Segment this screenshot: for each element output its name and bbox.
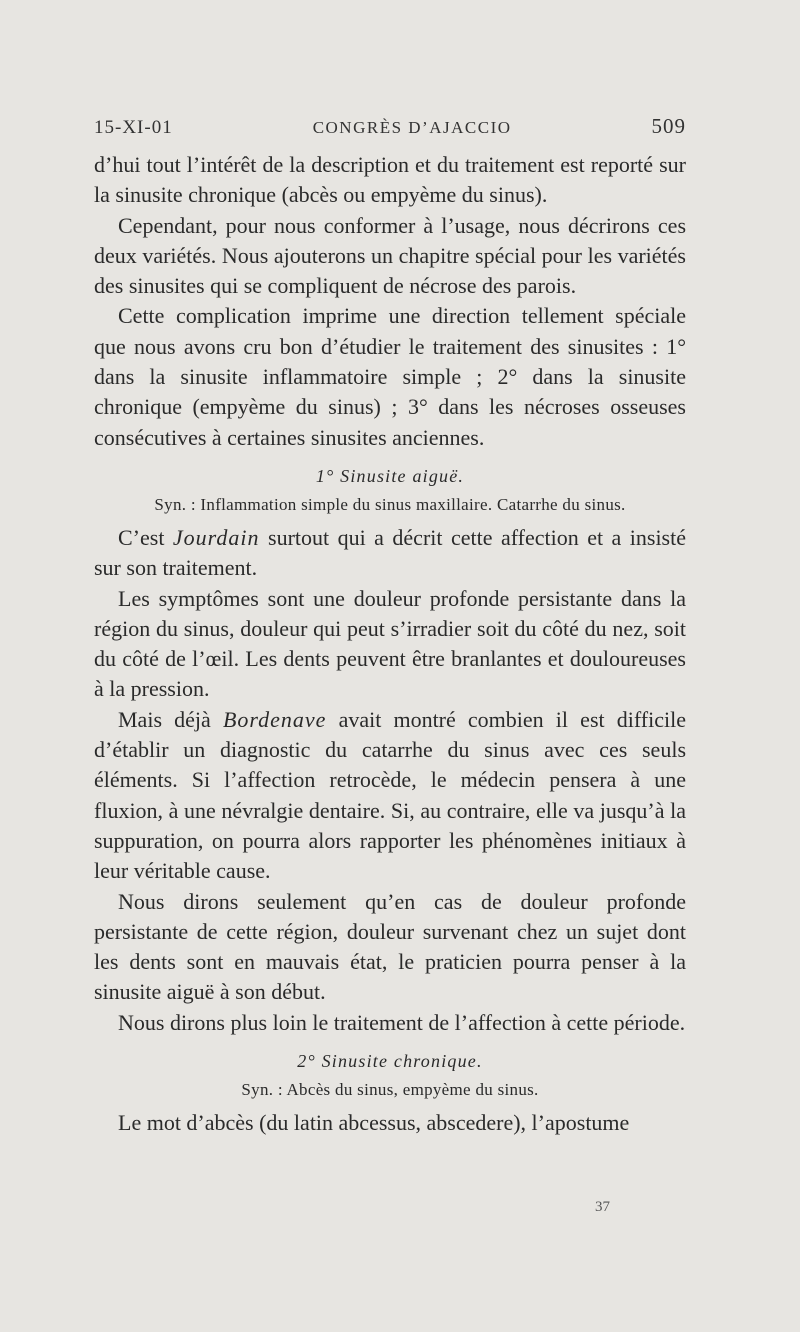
paragraph: Nous dirons seulement qu’en cas de douleur profonde persistante de cette région, douleur survenant chez un sujet dont les dents sont en mauvais état, le praticien pourra penser à la sinusite aiguë à son début.: [94, 888, 686, 1005]
paragraph: [94, 705, 686, 887]
section-synonyms: Syn. : Inflammation simple du sinus maxillaire. Catarrhe du sinus.: [154, 494, 626, 514]
text-run: surtout qui a décrit cette affection et a insisté sur son traitement.: [94, 524, 686, 581]
section-synonyms: Syn. : Abcès du sinus, empyème du sinus.: [241, 1080, 539, 1100]
printer-signature: 37: [595, 1199, 610, 1215]
header-title: CONGRÈS D’AJACCIO: [312, 118, 512, 137]
paragraph: [94, 523, 686, 584]
section-title: 1° Sinusite aiguë.: [315, 465, 465, 486]
paragraph: Le mot d’abcès (du latin abcessus, abscedere), l’apostume: [118, 1110, 630, 1136]
section-title: 2° Sinusite chronique.: [297, 1051, 483, 1072]
page-body: [94, 150, 686, 1138]
running-header: [94, 114, 686, 139]
paragraph: Cette complication imprime une direction tellement spéciale que nous avons cru bon d’étudier le traitement des sinusites : 1° dans la sinusite inflammatoire simple ; 2° dans la sinusite chronique (empyème du sinus) ; 3° dans les nécroses osseuses consécutives à certaines sinusites anciennes.: [94, 303, 686, 450]
header-date: 15-XI-01: [94, 117, 173, 138]
page-number: 509: [651, 114, 686, 138]
paragraph: Cependant, pour nous conformer à l’usage, nous décrirons ces deux variétés. Nous ajouterons un chapitre spécial pour les variétés des sinusites qui se compliquent de nécrose des parois.: [94, 212, 686, 299]
paragraph: Les symptômes sont une douleur profonde persistante dans la région du sinus, douleur qui peut s’irradier soit du côté du nez, soit du côté de l’œil. Les dents peuvent être branlantes et douloureuses à la pression.: [94, 585, 686, 702]
author-name: Jourdain: [172, 524, 260, 550]
paragraph-continued: d’hui tout l’intérêt de la description et du traitement est reporté sur la sinusite chronique (abcès ou empyème du sinus).: [94, 152, 686, 208]
text-run: Mais déjà: [118, 706, 223, 732]
text-run: avait montré combien il est difficile d’établir un diagnostic du catarrhe du sinus avec ces seuls éléments. Si l’affection retrocède, le médecin pensera à une fluxion, à une névralgie dentaire. Si, au contraire, elle va jusqu’à la suppuration, on pourra alors rapporter les phénomènes initiaux à leur véritable cause.: [94, 706, 686, 884]
paragraph: Nous dirons plus loin le traitement de l’affection à cette période.: [118, 1009, 686, 1035]
author-name: Bordenave: [222, 706, 327, 732]
text-run: C’est: [118, 524, 173, 550]
